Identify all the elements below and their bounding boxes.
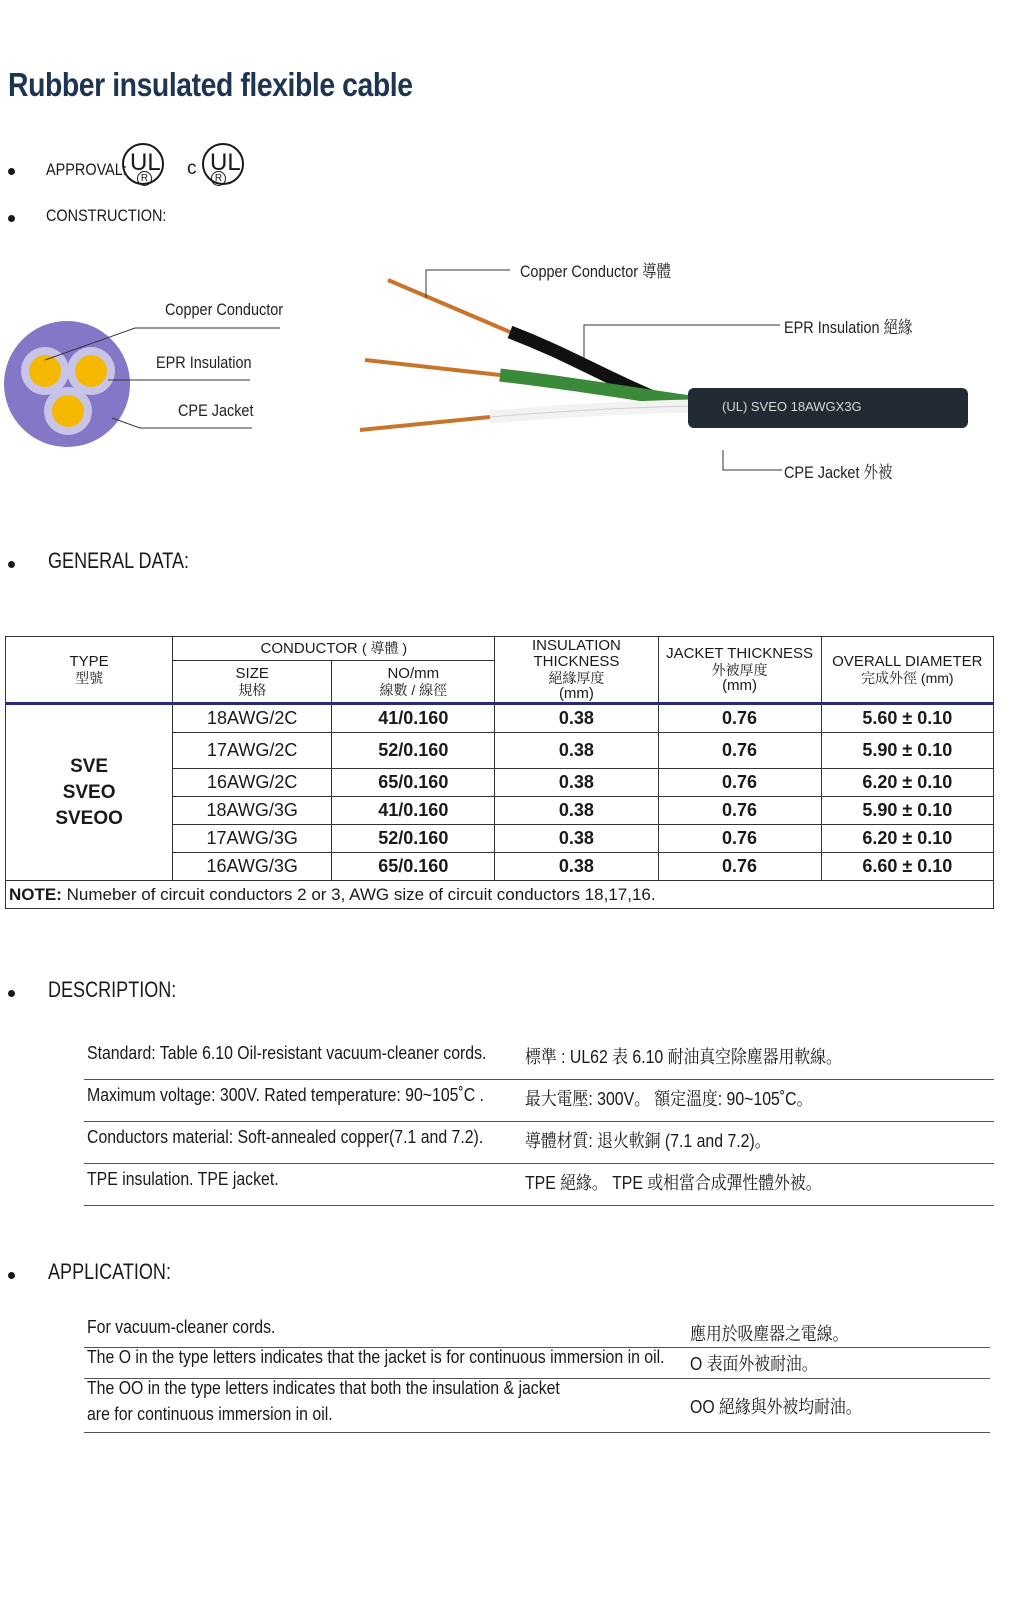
app-zh: OO 絕緣與外被均耐油。 <box>690 1397 862 1417</box>
diameter-header-label: OVERALL DIAMETER <box>832 652 983 670</box>
diameter-cell: 6.20 ± 0.10 <box>821 825 993 853</box>
diameter-cell: 6.20 ± 0.10 <box>821 769 993 797</box>
note-text: Numeber of circuit conductors 2 or 3, AWG size of circuit conductors 18,17,16. <box>61 884 656 904</box>
desc-zh: 標準 : UL62 表 6.10 耐油真空除塵器用軟線。 <box>525 1047 842 1067</box>
desc-en: Conductors material: Soft-annealed copper(7.1 and 7.2). <box>87 1127 484 1147</box>
type-cell <box>6 704 173 881</box>
insulation-header-label: INSULATION THICKNESS <box>531 636 621 670</box>
desc-zh: TPE 絕緣。 TPE 或相當合成彈性體外被。 <box>525 1173 822 1193</box>
size-cell: 18AWG/2C <box>173 704 332 733</box>
desc-zh: 最大電壓: 300V。 額定溫度: 90~105˚C。 <box>525 1089 813 1109</box>
type-value: SVEO <box>62 781 116 803</box>
jacket-print: (UL) SVEO 18AWGX3G <box>722 399 862 414</box>
divider <box>84 1432 990 1433</box>
jacket-header <box>658 637 821 704</box>
note-label: NOTE: <box>9 884 62 904</box>
cs-label-conductor: Copper Conductor <box>165 300 284 319</box>
divider <box>84 1079 994 1080</box>
insulation-header-unit: (mm) <box>558 684 594 702</box>
construction-label: CONSTRUCTION: <box>46 206 167 225</box>
app-en: For vacuum-cleaner cords. <box>87 1317 276 1337</box>
bullet <box>8 1272 15 1279</box>
note-cell <box>6 881 994 909</box>
size-cell: 17AWG/2C <box>173 733 332 769</box>
ul-logo <box>122 143 164 185</box>
ul-letters: UL <box>130 149 161 176</box>
note-row <box>6 881 994 909</box>
desc-en: TPE insulation. TPE jacket. <box>87 1169 279 1189</box>
general-data-label: GENERAL DATA: <box>48 548 190 573</box>
conductor-circle <box>75 355 107 387</box>
type-header <box>6 637 173 704</box>
cul-logo <box>202 143 244 185</box>
diameter-header-zh: 完成外徑 (mm) <box>861 669 954 686</box>
jacket-cell: 0.76 <box>658 853 821 881</box>
bullet <box>8 168 15 175</box>
c-prefix: c <box>187 158 197 179</box>
size-cell: 18AWG/3G <box>173 797 332 825</box>
diameter-cell: 5.60 ± 0.10 <box>821 704 993 733</box>
jacket-cell: 0.76 <box>658 797 821 825</box>
no-mm-cell: 65/0.160 <box>332 853 495 881</box>
diameter-cell: 5.90 ± 0.10 <box>821 797 993 825</box>
cs-label-insulation: EPR Insulation <box>156 353 252 372</box>
type-header-label: TYPE <box>69 652 109 670</box>
type-value: SVEOO <box>55 807 123 829</box>
app-en: The OO in the type letters indicates that both the insulation & jacket <box>87 1378 560 1398</box>
no-mm-cell: 41/0.160 <box>332 797 495 825</box>
photo-callout-conductor: Copper Conductor 導體 <box>520 262 671 281</box>
divider <box>84 1163 994 1164</box>
conductor-circle <box>52 395 84 427</box>
size-cell: 16AWG/2C <box>173 769 332 797</box>
general-data-table <box>5 636 994 909</box>
type-header-zh: 型號 <box>75 669 104 686</box>
jacket-header-zh: 外被厚度 <box>711 661 768 678</box>
jacket-cell: 0.76 <box>658 704 821 733</box>
size-header <box>173 661 332 704</box>
no-mm-cell: 52/0.160 <box>332 733 495 769</box>
jacket-header-unit: (mm) <box>722 676 758 694</box>
table-row <box>6 704 994 733</box>
app-en-cont: are for continuous immersion in oil. <box>87 1404 333 1424</box>
registered-mark: R <box>211 171 226 186</box>
approval-label: APPROVAL: <box>46 160 127 179</box>
jacket-cell: 0.76 <box>658 769 821 797</box>
type-value: SVE <box>70 755 109 777</box>
size-cell: 16AWG/3G <box>173 853 332 881</box>
insulation-header-zh: 絕緣厚度 <box>548 669 605 686</box>
desc-zh: 導體材質: 退火軟銅 (7.1 and 7.2)。 <box>525 1131 771 1151</box>
insulation-cell: 0.38 <box>495 769 658 797</box>
application-label: APPLICATION: <box>48 1259 171 1284</box>
description-label: DESCRIPTION: <box>48 977 177 1002</box>
cable-illustration <box>350 260 990 490</box>
cs-label-jacket: CPE Jacket <box>178 401 254 420</box>
registered-mark: R <box>137 171 152 186</box>
insulation-header <box>495 637 658 704</box>
app-en: The O in the type letters indicates that the jacket is for continuous immersion in oil. <box>87 1347 665 1367</box>
bullet <box>8 561 15 568</box>
bullet <box>8 215 15 222</box>
photo-callout-jacket: CPE Jacket 外被 <box>784 463 893 482</box>
no-mm-header-label: NO/mm <box>387 664 440 682</box>
app-zh: 應用於吸塵器之電線。 <box>690 1324 849 1344</box>
photo-callout-insulation: EPR Insulation 絕緣 <box>784 318 913 337</box>
desc-en: Standard: Table 6.10 Oil-resistant vacuum-cleaner cords. <box>87 1043 487 1063</box>
size-cell: 17AWG/3G <box>173 825 332 853</box>
conductor-header-zh: ( 導體 ) <box>361 640 408 656</box>
size-header-label: SIZE <box>235 664 269 682</box>
size-header-zh: 規格 <box>238 681 267 698</box>
no-mm-cell: 52/0.160 <box>332 825 495 853</box>
diameter-cell: 6.60 ± 0.10 <box>821 853 993 881</box>
conductor-header-label: CONDUCTOR <box>260 640 358 657</box>
no-mm-cell: 41/0.160 <box>332 704 495 733</box>
app-zh: O 表面外被耐油。 <box>690 1354 818 1374</box>
diameter-cell: 5.90 ± 0.10 <box>821 733 993 769</box>
insulation-cell: 0.38 <box>495 825 658 853</box>
bullet <box>8 990 15 997</box>
insulation-cell: 0.38 <box>495 853 658 881</box>
no-mm-header <box>332 661 495 704</box>
page-title: Rubber insulated flexible cable <box>8 66 413 103</box>
divider <box>84 1205 994 1206</box>
insulation-cell: 0.38 <box>495 797 658 825</box>
insulation-cell: 0.38 <box>495 733 658 769</box>
diameter-header <box>821 637 993 704</box>
jacket-header-label: JACKET THICKNESS <box>666 644 814 662</box>
jacket-cell: 0.76 <box>658 825 821 853</box>
no-mm-header-zh: 線數 / 線徑 <box>379 681 448 698</box>
divider <box>84 1121 994 1122</box>
insulation-cell: 0.38 <box>495 704 658 733</box>
desc-en: Maximum voltage: 300V. Rated temperature: 90~105˚C . <box>87 1085 484 1105</box>
jacket-cell: 0.76 <box>658 733 821 769</box>
cul-letters: UL <box>210 149 241 176</box>
conductor-header <box>173 637 495 661</box>
no-mm-cell: 65/0.160 <box>332 769 495 797</box>
